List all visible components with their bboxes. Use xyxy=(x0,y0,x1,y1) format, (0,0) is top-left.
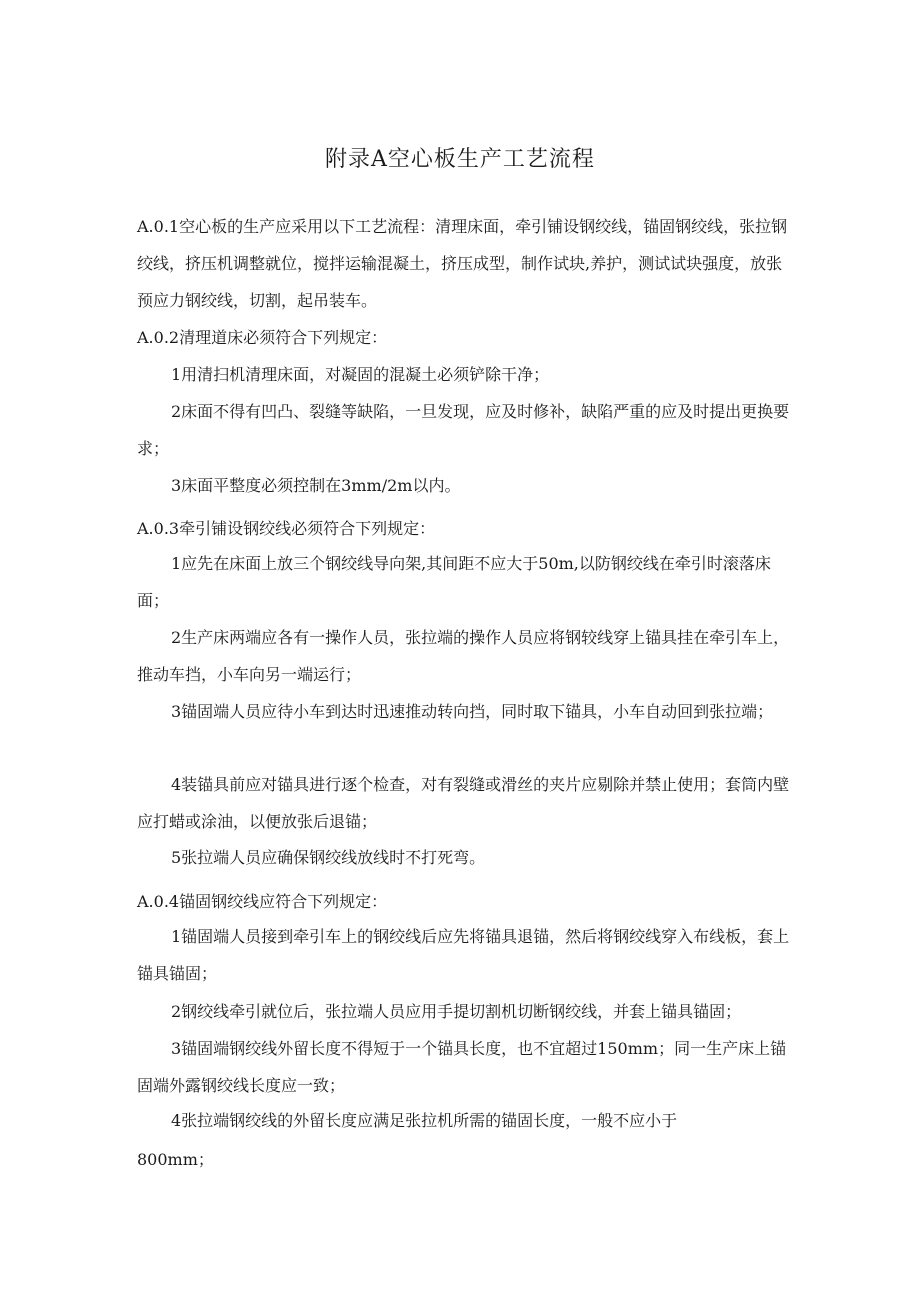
section-a04-item-1: 1锚固端人员接到牵引车上的钢绞线后应先将锚具退锚，然后将钢绞线穿入布线板，套上锚具锚固； xyxy=(137,927,790,983)
section-a02-item-2: 2床面不得有凹凸、裂缝等缺陷，一旦发现，应及时修补，缺陷严重的应及时提出更换要求； xyxy=(137,402,790,458)
section-a04-heading: A.0.4锚固钢绞线应符合下列规定： xyxy=(137,892,388,911)
section-a03-item-1: 1应先在床面上放三个钢绞线导向架,其间距不应大于50m,以防钢绞线在牵引时滚落床面； xyxy=(137,554,771,610)
section-a04-item-4: 4张拉端钢绞线的外留长度应满足张拉机所需的锚固长度，一般不应小于 xyxy=(171,1111,678,1130)
section-a04-item-2: 2钢绞线牵引就位后，张拉端人员应用手提切割机切断钢绞线，并套上锚具锚固； xyxy=(171,1002,742,1021)
section-a04-item-3: 3锚固端钢绞线外留长度不得短于一个锚具长度，也不宜超过150mm；同一生产床上锚固端外露钢绞线长度应一致； xyxy=(137,1039,787,1095)
section-a02-heading: A.0.2清理道床必须符合下列规定： xyxy=(137,328,388,347)
page-title: 附录A空心板生产工艺流程 xyxy=(325,147,595,172)
section-a03-item-4: 4装锚具前应对锚具进行逐个检查，对有裂缝或滑丝的夹片应剔除并禁止使用；套筒内壁应打蜡或涂油，以便放张后退锚； xyxy=(137,775,790,831)
section-a03-heading: A.0.3牵引铺设钢绞线必须符合下列规定： xyxy=(137,519,436,538)
section-a03-item-2: 2生产床两端应各有一操作人员，张拉端的操作人员应将钢较线穿上锚具挂在牵引车上，推动车挡，小车向另一端运行； xyxy=(137,628,790,684)
section-a02-item-1: 1用清扫机清理床面，对凝固的混凝土必须铲除干净； xyxy=(171,365,550,384)
section-a03-item-3: 3锚固端人员应待小车到达时迅速推动转向挡，同时取下锚具，小车自动回到张拉端； xyxy=(171,702,774,721)
section-a03-item-5: 5张拉端人员应确保钢绞线放线时不打死弯。 xyxy=(171,848,486,867)
section-a01-paragraph: A.0.1空心板的生产应采用以下工艺流程：清理床面，牵引铺设钢绞线，锚固钢绞线，张拉钢绞线，挤压机调整就位，搅拌运输混凝土，挤压成型，制作试块,养护，测试试块强度，放张预应力钢绞线，切割，起吊装车。 xyxy=(137,217,788,310)
section-a04-item-4-continued: 800mm； xyxy=(137,1150,214,1169)
section-a02-item-3: 3床面平整度必须控制在3mm/2m以内。 xyxy=(171,476,461,495)
